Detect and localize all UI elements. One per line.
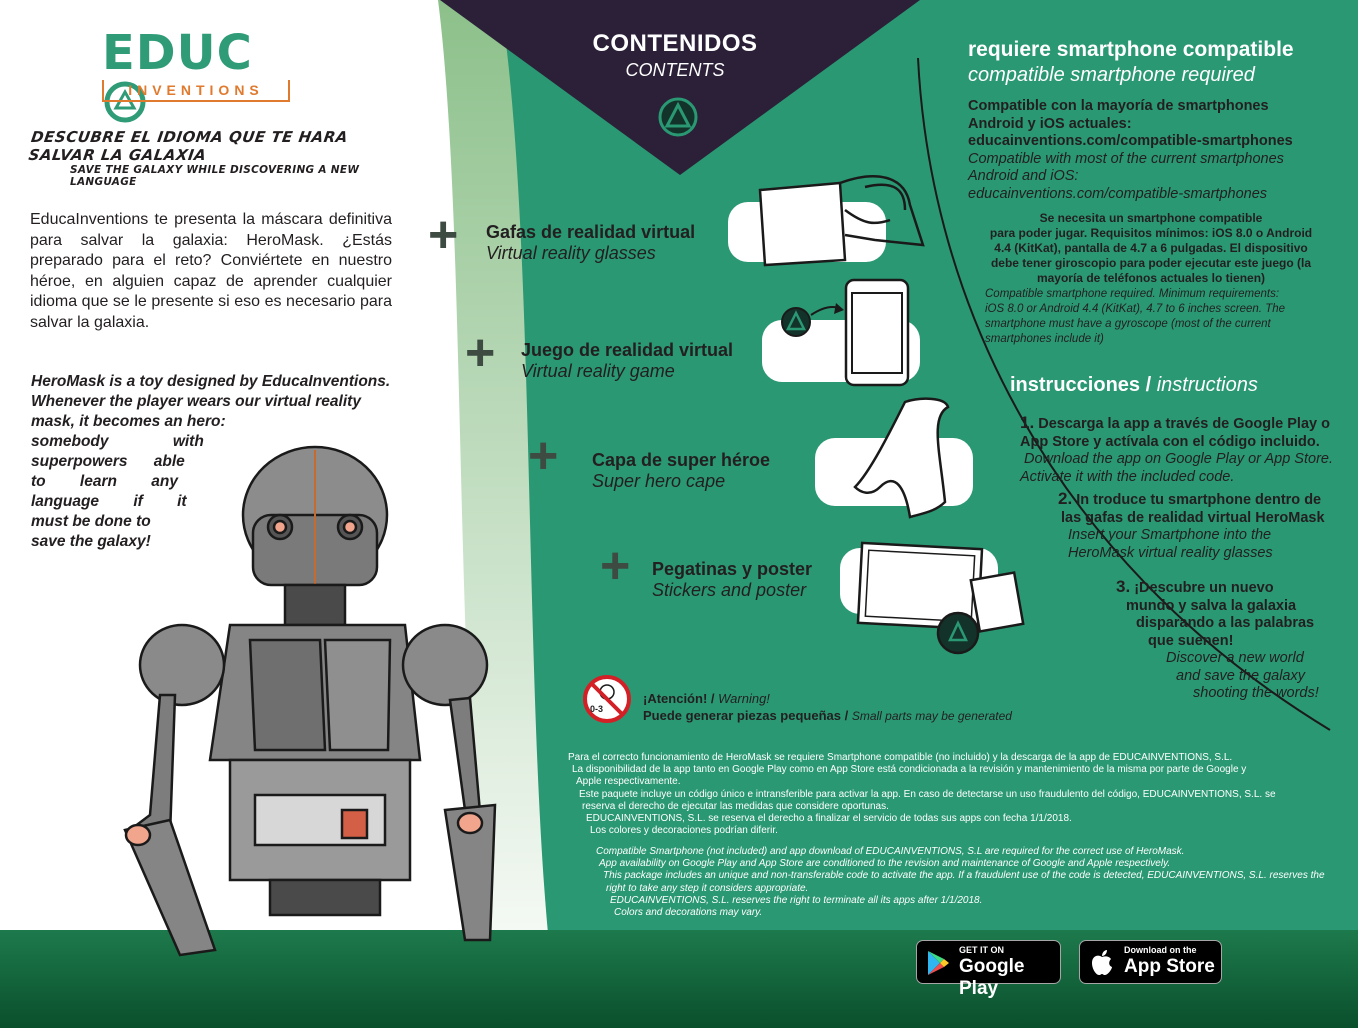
warning-title-es: ¡Atención! [643, 691, 708, 706]
warning-body-es: Puede generar piezas pequeñas [643, 708, 841, 723]
logo-subtitle: INVENTIONS [102, 80, 290, 102]
warning-title-en: Warning! [718, 691, 770, 706]
vr-glasses-icon [745, 165, 935, 275]
fine-line-en: Compatible Smartphone (not included) and app download of EDUCAINVENTIONS, S.L are required for the correct use of HeroMask. [596, 846, 1185, 857]
fine-line-en: Colors and decorations may vary. [614, 907, 763, 919]
instructions-title-es: instrucciones [1010, 374, 1141, 396]
google-play-icon [926, 950, 950, 976]
contents-title [560, 30, 790, 81]
item-label-es: Pegatinas y poster [652, 559, 813, 579]
apple-icon [1090, 948, 1114, 976]
small-line: debe tener giroscopio para poder ejecutar este juego (la [990, 256, 1312, 270]
item-label-en: Super hero cape [592, 471, 726, 491]
item-label-es: Juego de realidad virtual [521, 340, 734, 360]
google-play-label: Google Play [959, 956, 1025, 999]
item-label-es: Capa de super héroe [592, 450, 771, 470]
item-label-es: Gafas de realidad virtual [486, 222, 696, 242]
item-vr-glasses [486, 222, 746, 264]
instruction-step-2 [1058, 490, 1348, 562]
step-line: Descarga la app a través de Google Play o [1038, 416, 1330, 432]
logo-text: EDUC [102, 25, 253, 81]
fine-line-en: right to take any step it considers appropriate. [606, 882, 809, 894]
requirements-title [968, 38, 1348, 87]
small-line: mayoría de teléfonos actuales lo tienen) [1036, 271, 1266, 285]
intro-en-line: Whenever the player wears our virtual reality [31, 393, 361, 410]
small-line-en: smartphone must have a gyroscope (most of the current [985, 318, 1271, 330]
small-line: 4.4 (KitKat), pantalla de 4.7 a 6 pulgadas. El dispositivo [994, 241, 1308, 255]
age-label: 0-3 [590, 704, 604, 714]
requirements-title-es: requiere smartphone compatible [968, 38, 1294, 61]
intro-en-line: superpowers able [31, 453, 185, 470]
fine-line: Apple respectivamente. [576, 776, 681, 788]
warning-sep: / [707, 691, 719, 706]
step-line-en: Insert your Smartphone into the [1068, 527, 1272, 543]
step-line: App Store y actívala con el código incluido. [1020, 433, 1320, 450]
intro-en-line: save the galaxy! [31, 533, 151, 550]
item-label-en: Virtual reality game [521, 361, 675, 381]
step-number: 2. [1058, 489, 1073, 508]
fine-print-en [596, 846, 1336, 919]
contents-title-en: CONTENTS [625, 60, 725, 80]
requirements-body [968, 98, 1348, 203]
cape-icon [850, 392, 960, 520]
google-play-small: GET IT ON [959, 945, 1004, 955]
app-store-small: Download on the [1124, 945, 1197, 955]
intro-en-line: mask, it becomes an hero: [31, 413, 226, 430]
compatible-link[interactable]: educainventions.com/compatible-smartphones [968, 133, 1293, 149]
step-line-en: shooting the words! [1193, 685, 1319, 701]
intro-en-line: to learn any [31, 473, 178, 490]
requirements-line-en: Android and iOS: [968, 168, 1079, 184]
small-line: para poder jugar. Requisitos mínimos: iOS 8.0 o Android [989, 226, 1313, 240]
fine-print-es [568, 752, 1338, 837]
requirements-line: Android y iOS actuales: [968, 115, 1132, 132]
robot-illustration [120, 440, 500, 960]
step-line: disparando a las palabras [1136, 615, 1315, 631]
step-line-en: Download the app on Google Play or App Store. [1024, 451, 1333, 467]
intro-en-line: language if it [31, 493, 187, 510]
intro-en-line: somebody with [31, 433, 204, 450]
requirements-line-en: Compatible with most of the current smartphones [968, 150, 1284, 167]
requirements-small-en [985, 287, 1315, 347]
item-label-en: Virtual reality glasses [486, 243, 656, 263]
poster-icon [855, 538, 1030, 663]
item-cape [592, 450, 812, 492]
tagline-es: DESCUBRE EL IDIOMA QUE TE HARA SALVAR LA GALAXIA [27, 128, 350, 164]
fine-line: La disponibilidad de la app tanto en Google Play como en App Store está condicionada a la revisión y mantenimiento de la misma por parte de Google y [572, 764, 1247, 776]
requirements-line: Compatible con la mayoría de smartphones [968, 98, 1269, 114]
step-line: que suenen! [1148, 632, 1234, 649]
small-line-en: iOS 8.0 or Android 4.4 (KitKat), 4.7 to 6 inches screen. The [985, 303, 1286, 315]
tagline-en: SAVE THE GALAXY WHILE DISCOVERING A NEW LANGUAGE [70, 164, 360, 188]
step-line: mundo y salva la galaxia [1126, 597, 1297, 614]
warning-text: ¡Atención! / Warning! Puede generar piezas pequeñas / Small parts may be generated [643, 691, 1012, 723]
small-line-en: smartphones include it) [985, 333, 1104, 345]
fine-line: Los colores y decoraciones podrían diferir. [590, 825, 778, 837]
google-play-badge[interactable] [916, 940, 1061, 999]
item-vr-game [521, 340, 761, 382]
instruction-step-3 [1116, 578, 1336, 703]
step-line: ¡Descubre un nuevo [1134, 580, 1274, 596]
step-line: las gafas de realidad virtual HeroMask [1061, 509, 1325, 526]
fine-line: Este paquete incluye un código único e intransferible para activar la app. En caso de detectarse un uso fraudulento del código, EDUCAINVENTIONS, S.L. se [579, 788, 1276, 800]
contents-title-es: CONTENIDOS [592, 30, 758, 57]
requirements-small-es [973, 211, 1329, 286]
step-line-en: Discover a new world [1166, 650, 1304, 666]
item-stickers [652, 559, 852, 601]
compatible-link-en[interactable]: educainventions.com/compatible-smartphones [968, 185, 1268, 202]
plus-icon: + [428, 206, 459, 264]
fine-line-en: App availability on Google Play and App Store are conditioned to the revision and maintenance of Google and Apple respectively. [599, 858, 1171, 870]
intro-en-line: HeroMask is a toy designed by EducaInventions. [31, 373, 391, 390]
app-store-badge[interactable] [1079, 940, 1222, 984]
small-line: Se necesita un smartphone compatible [1039, 211, 1263, 225]
step-number: 1. [1020, 413, 1035, 432]
plus-icon: + [600, 537, 631, 595]
title-separator: / [1140, 374, 1157, 396]
fine-line-en: This package includes an unique and non-transferable code to activate the app. If a fraudulent use of the code is detected, EDUCAINVENTIONS, S.L. reserves the [603, 870, 1325, 882]
step-line-en: HeroMask virtual reality glasses [1068, 544, 1273, 561]
warning-body-en: Small parts may be generated [851, 709, 1012, 723]
intro-es: EducaInventions te presenta la máscara definitiva para salvar la galaxia: HeroMask. ¿Estás preparado para el reto? Conviértete en nuestro héroe, en alguien capaz de aprender cualquier idioma que se le presente si eso es necesario para salvar la galaxia. [30, 211, 392, 331]
age-warning-icon [582, 674, 632, 724]
small-line-en: Compatible smartphone required. Minimum requirements: [985, 288, 1280, 300]
intro-en-line: must be done to [31, 513, 151, 530]
fine-line: EDUCAINVENTIONS, S.L. se reserva el derecho a finalizar el servicio de todas sus apps con fecha 1/1/2018. [586, 813, 1072, 825]
educa-logo [102, 25, 297, 106]
fine-line: reserva el derecho de ejecutar las medidas que considere oportunas. [582, 800, 889, 812]
step-line: In troduce tu smartphone dentro de [1076, 492, 1322, 508]
fine-line-en: EDUCAINVENTIONS, S.L. reserves the right to terminate all its apps after 1/1/2018. [610, 894, 983, 906]
fine-line: Para el correcto funcionamiento de HeroMask se requiere Smartphone compatible (no incluido) y la descarga de la app de EDUCAINVENTIONS, S.L. [568, 752, 1233, 763]
step-line-en: Activate it with the included code. [1020, 468, 1235, 485]
smartphone-icon [778, 275, 918, 390]
requirements-title-en: compatible smartphone required [968, 64, 1255, 86]
instruction-step-1 [1020, 414, 1350, 486]
plus-icon: + [465, 324, 496, 382]
step-line-en: and save the galaxy [1176, 667, 1305, 684]
step-number: 3. [1116, 577, 1131, 596]
item-label-en: Stickers and poster [652, 580, 807, 600]
instructions-title [1010, 374, 1258, 397]
app-store-label: App Store [1124, 956, 1215, 977]
instructions-title-en: instructions [1156, 374, 1258, 396]
plus-icon: + [528, 427, 559, 485]
